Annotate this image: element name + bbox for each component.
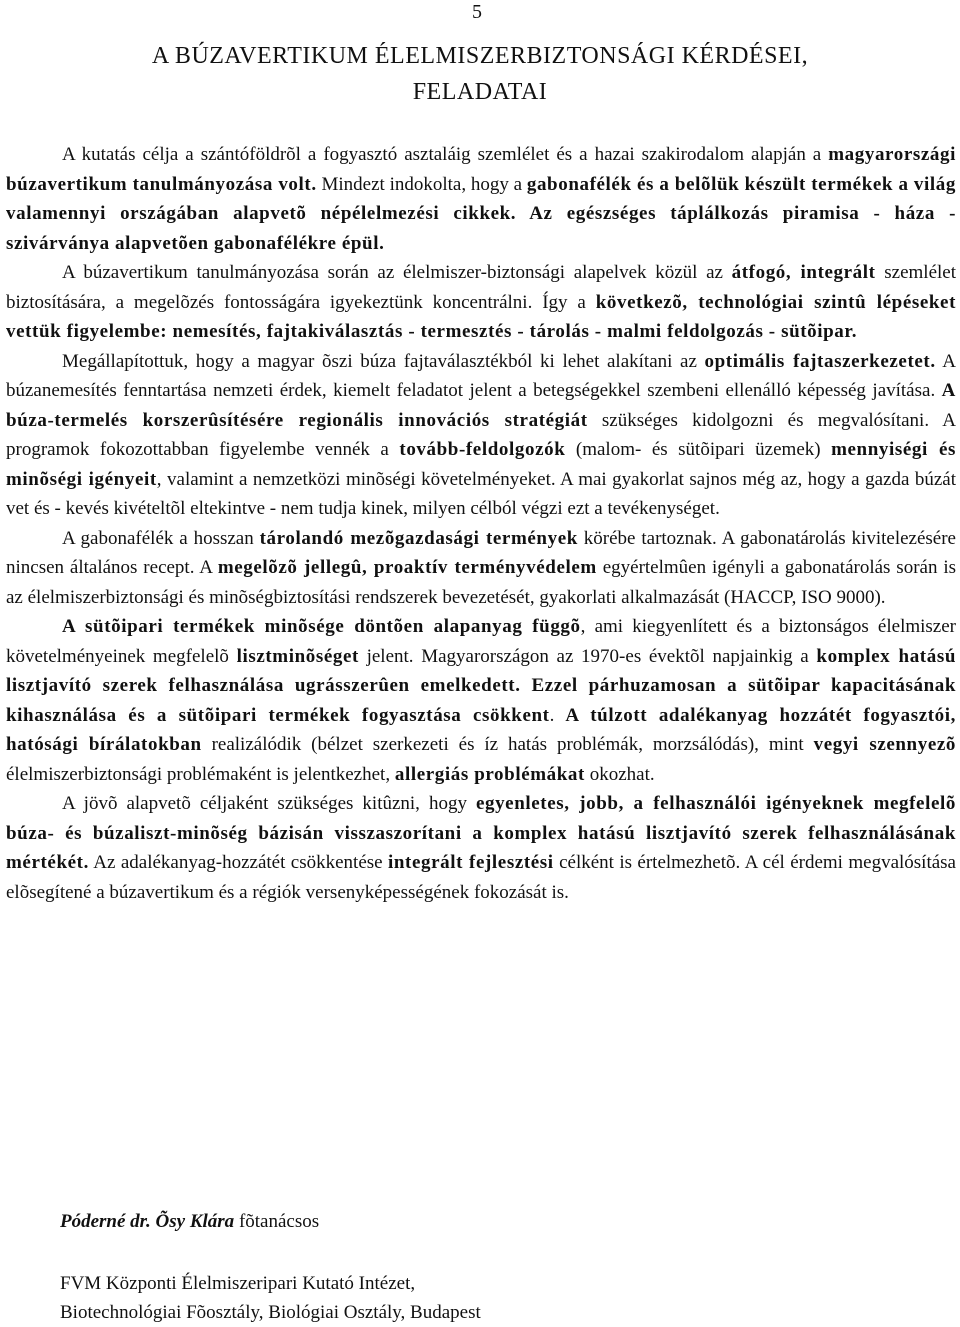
bold-run: magyarországi búzavertikum tanulmányozása volt. xyxy=(6,144,956,195)
page-title xyxy=(0,38,960,110)
institution-address xyxy=(60,1270,481,1327)
text-run: egyértelmûen igényli a gabonatárolás során is az élelmiszerbiztonsági és minõségbiztosítási rendszerek bevezetését, gyakorlati alkalmazását (HACCP, ISO 9000). xyxy=(6,557,956,608)
text-run: Az adalékanyag-hozzátét csökkentése xyxy=(89,852,388,873)
text-run: körébe tartoznak. A gabonatárolás kivitelezésére nincsen általános recept. A xyxy=(6,528,956,579)
text-run: . xyxy=(550,705,566,726)
paragraph xyxy=(6,789,956,907)
text-run: A jövõ alapvetõ céljaként szükséges kitûzni, hogy xyxy=(62,793,476,814)
text-run: A gabonafélék a hosszan xyxy=(62,528,260,549)
bold-run: egyenletes, jobb, a felhasználói igényeknek megfelelõ búza- és búzaliszt-minõség bázisán visszaszorítani a komplex hatású lisztjavító szerek felhasználásának mértékét. xyxy=(6,793,956,873)
text-run: okozhat. xyxy=(585,764,655,785)
text-run: élelmiszerbiztonsági problémaként is jelentkezhet, xyxy=(6,764,395,785)
text-run: szükséges kidolgozni és megvalósítani. A programok fokozottabban figyelembe vennék a xyxy=(6,410,956,461)
paragraph xyxy=(6,612,956,789)
bold-run: következõ, technológiai szintû lépéseket vettük figyelembe: nemesítés, fajtakiválasztás - termesztés - tárolás - malmi feldolgozás - sütõipar. xyxy=(6,292,956,343)
text-run: realizálódik (bélzet szerkezeti és íz hatás problémák, morzsálódás), mint xyxy=(202,734,814,755)
bold-run: A sütõipari termékek minõsége döntõen alapanyag függõ xyxy=(62,616,581,637)
text-run: Mindezt indokolta, hogy a xyxy=(317,174,527,195)
paragraph xyxy=(6,258,956,347)
bold-run: lisztminõséget xyxy=(237,646,359,667)
author-name: Póderné dr. Õsy Klára xyxy=(60,1211,234,1232)
page-number: 5 xyxy=(472,0,482,24)
paragraph xyxy=(6,524,956,613)
text-run: Megállapítottuk, hogy a magyar õszi búza fajtaválasztékból ki lehet alakítani az xyxy=(62,351,705,372)
text-run: célként is értelmezhetõ. A cél érdemi megvalósítása elõsegítené a búzavertikum és a régiók versenyképességének fokozását is. xyxy=(6,852,956,903)
text-run: A búzavertikum tanulmányozása során az élelmiszer-biztonsági alapelvek közül az xyxy=(62,262,732,283)
text-run: , valamint a nemzetközi minõségi követelményeket. A mai gyakorlat sajnos még az, hogy a gazda búzát vet és - kevés kivételtõl eltekintve - nem tudja kinek, milyen célból végzi ezt a tevékenységet. xyxy=(6,469,956,520)
author-signature xyxy=(60,1208,319,1236)
institution-line-2: Biotechnológiai Fõosztály, Biológiai Osztály, Budapest xyxy=(60,1299,481,1327)
institution-line-1: FVM Központi Élelmiszeripari Kutató Intézet, xyxy=(60,1270,481,1299)
bold-run: átfogó, integrált xyxy=(732,262,876,283)
text-run: (malom- és sütõipari üzemek) xyxy=(565,439,831,460)
text-run: jelent. Magyarországon az 1970-es évektõl napjainkig a xyxy=(359,646,816,667)
article-body xyxy=(6,140,956,907)
bold-run: megelõzõ jellegû, proaktív terményvédelem xyxy=(218,557,597,578)
text-run: , ami kiegyenlített és a biztonságos élelmiszer követelményeinek megfelelõ xyxy=(6,616,956,667)
title-line-1: A BÚZAVERTIKUM ÉLELMISZERBIZTONSÁGI KÉRDÉSEI, xyxy=(0,38,960,74)
bold-run: A búza-termelés korszerûsítésére regionális innovációs stratégiát xyxy=(6,380,956,431)
bold-run: tárolandó mezõgazdasági termények xyxy=(260,528,578,549)
bold-run: gabonafélék és a belõlük készült termékek a világ valamennyi országában alapvetõ népélelmezési cikkek. Az egészséges táplálkozás piramisa - háza - szivárványa alapvetõen gabonafélékre épül. xyxy=(6,174,956,254)
bold-run: vegyi szennyezõ xyxy=(814,734,956,755)
bold-run: mennyiségi és minõségi igényeit xyxy=(6,439,956,490)
bold-run: optimális fajtaszerkezetet. xyxy=(705,351,936,372)
text-run: A kutatás célja a szántóföldrõl a fogyasztó asztaláig szemlélet és a hazai szakirodalom alapján a xyxy=(62,144,828,165)
bold-run: integrált fejlesztési xyxy=(388,852,554,873)
bold-run: allergiás problémákat xyxy=(395,764,585,785)
paragraph xyxy=(6,347,956,524)
bold-run: A túlzott adalékanyag hozzátét fogyasztói, hatósági bírálatokban xyxy=(6,705,956,756)
author-role: fõtanácsos xyxy=(234,1211,319,1232)
text-run: szemlélet biztosítására, a megelõzés fontosságára igyekeztünk koncentrálni. Így a xyxy=(6,262,956,313)
paragraph xyxy=(6,140,956,258)
text-run: A búzanemesítés fenntartása nemzeti érdek, kiemelt feladatot jelent a betegségekkel szembeni ellenálló képesség javítása. xyxy=(6,351,956,402)
title-line-2: FELADATAI xyxy=(0,74,960,110)
bold-run: komplex hatású lisztjavító szerek felhasználása ugrásszerûen emelkedett. Ezzel párhuzamosan a sütõipar kapacitásának kihasználása és a sütõipari termékek fogyasztása csökkent xyxy=(6,646,956,726)
bold-run: tovább-feldolgozók xyxy=(399,439,565,460)
